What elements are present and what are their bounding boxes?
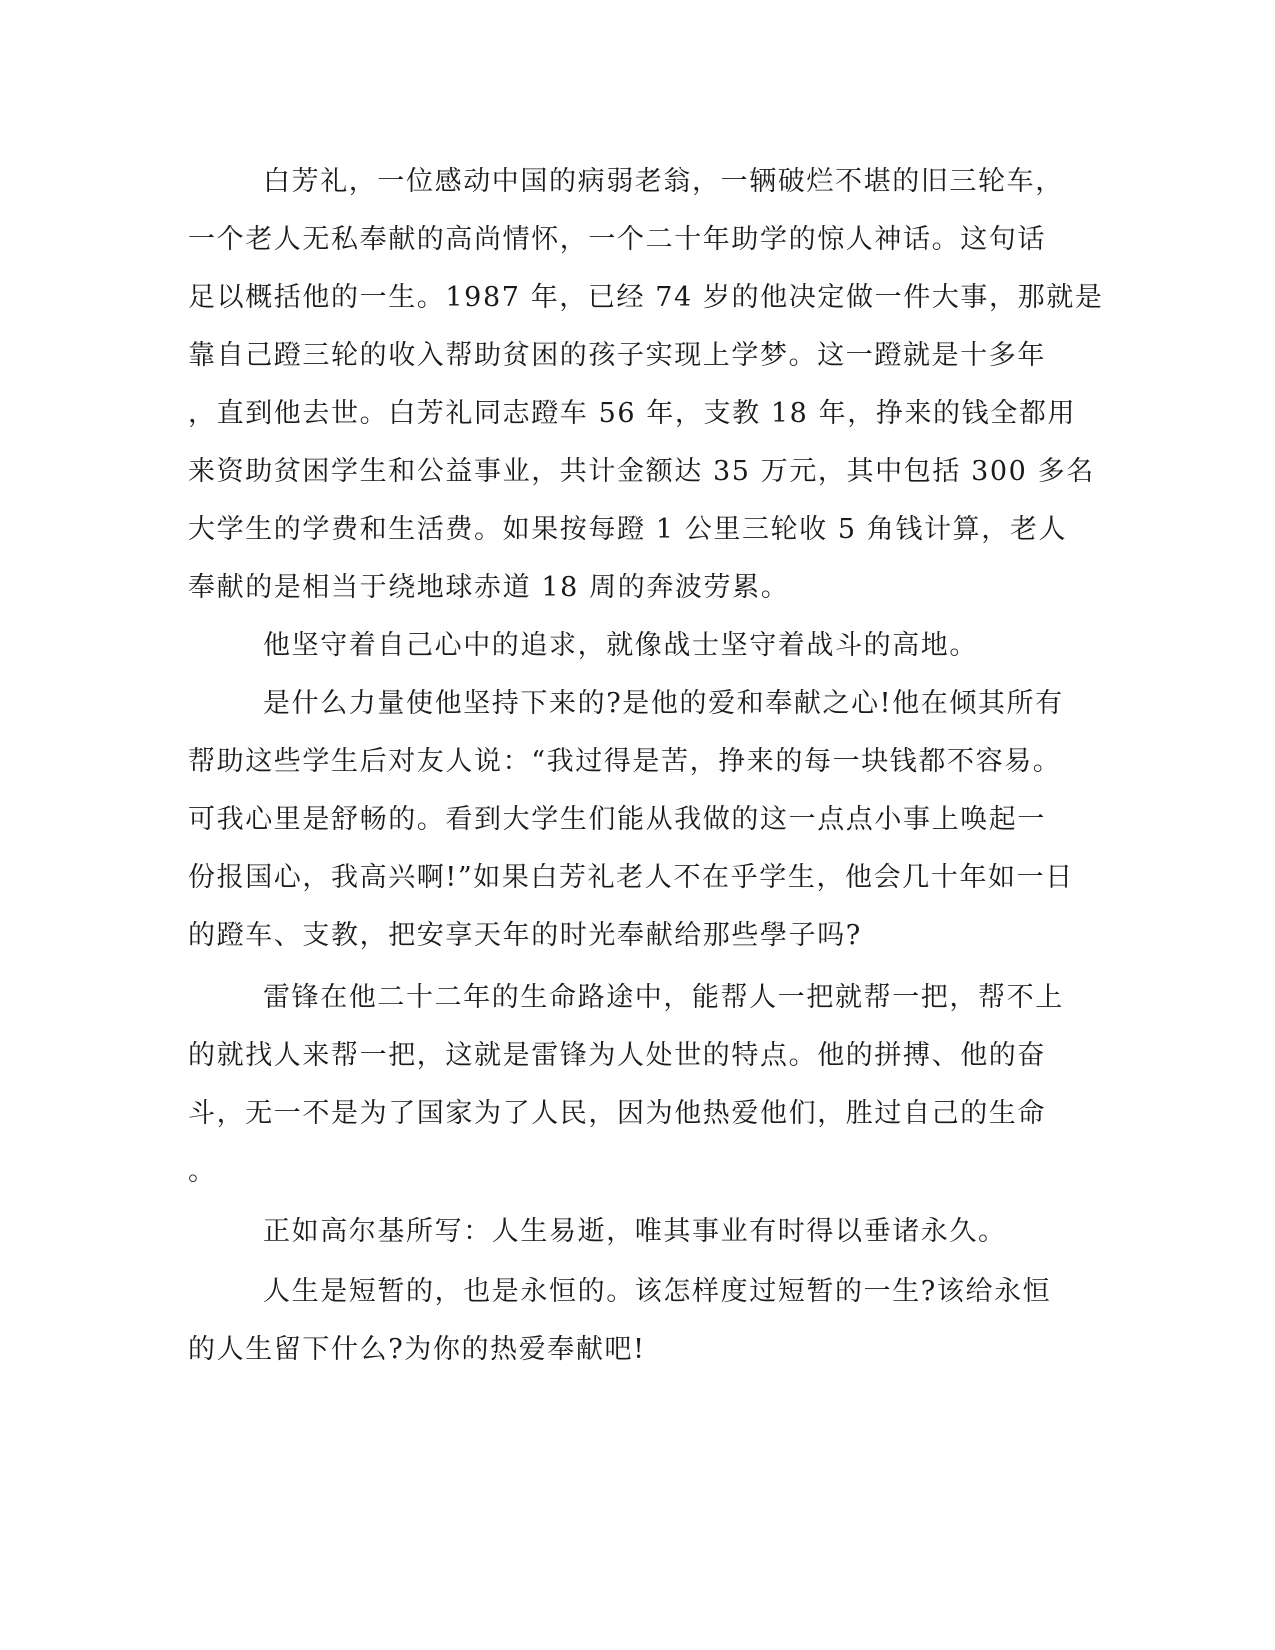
text-line: 奉献的是相当于绕地球赤道 18 周的奔波劳累。 [188, 572, 790, 603]
text-line: 白芳礼，一位感动中国的病弱老翁，一辆破烂不堪的旧三轮车， [263, 166, 1064, 197]
text-line: 的人生留下什么?为你的热爱奉献吧! [188, 1334, 646, 1365]
text-line: 足以概括他的一生。1987 年，已经 74 岁的他决定做一件大事，那就是 [188, 282, 1104, 313]
text-line: 帮助这些学生后对友人说：“我过得是苦，挣来的每一块钱都不容易。 [188, 746, 1062, 777]
text-line: 一个老人无私奉献的高尚情怀，一个二十年助学的惊人神话。这句话 [188, 224, 1046, 255]
text-line: 可我心里是舒畅的。看到大学生们能从我做的这一点点小事上唤起一 [188, 804, 1046, 835]
text-line: ，直到他去世。白芳礼同志蹬车 56 年，支教 18 年，挣来的钱全都用 [188, 398, 1077, 429]
text-line: 是什么力量使他坚持下来的?是他的爱和奉献之心!他在倾其所有 [263, 688, 1064, 719]
text-line: 人生是短暂的，也是永恒的。该怎样度过短暂的一生?该给永恒 [263, 1276, 1052, 1307]
text-line: 的蹬车、支教，把安享天年的时光奉献给那些學子吗? [188, 920, 862, 951]
text-line: 他坚守着自己心中的追求，就像战士坚守着战斗的高地。 [263, 630, 978, 661]
text-line: 斗，无一不是为了国家为了人民，因为他热爱他们，胜过自己的生命 [188, 1098, 1046, 1129]
text-line: 。 [188, 1156, 217, 1187]
text-line: 来资助贫困学生和公益事业，共计金额达 35 万元，其中包括 300 多名 [188, 456, 1095, 487]
text-line: 的就找人来帮一把，这就是雷锋为人处世的特点。他的拼搏、他的奋 [188, 1040, 1046, 1071]
text-line: 雷锋在他二十二年的生命路途中，能帮人一把就帮一把，帮不上 [263, 982, 1064, 1013]
text-line: 靠自己蹬三轮的收入帮助贫困的孩子实现上学梦。这一蹬就是十多年 [188, 340, 1046, 371]
text-line: 份报国心，我高兴啊!”如果白芳礼老人不在乎学生，他会几十年如一日 [188, 862, 1074, 893]
text-line: 大学生的学费和生活费。如果按每蹬 1 公里三轮收 5 角钱计算，老人 [188, 514, 1068, 545]
text-line: 正如高尔基所写：人生易逝，唯其事业有时得以垂诸永久。 [263, 1216, 1007, 1247]
